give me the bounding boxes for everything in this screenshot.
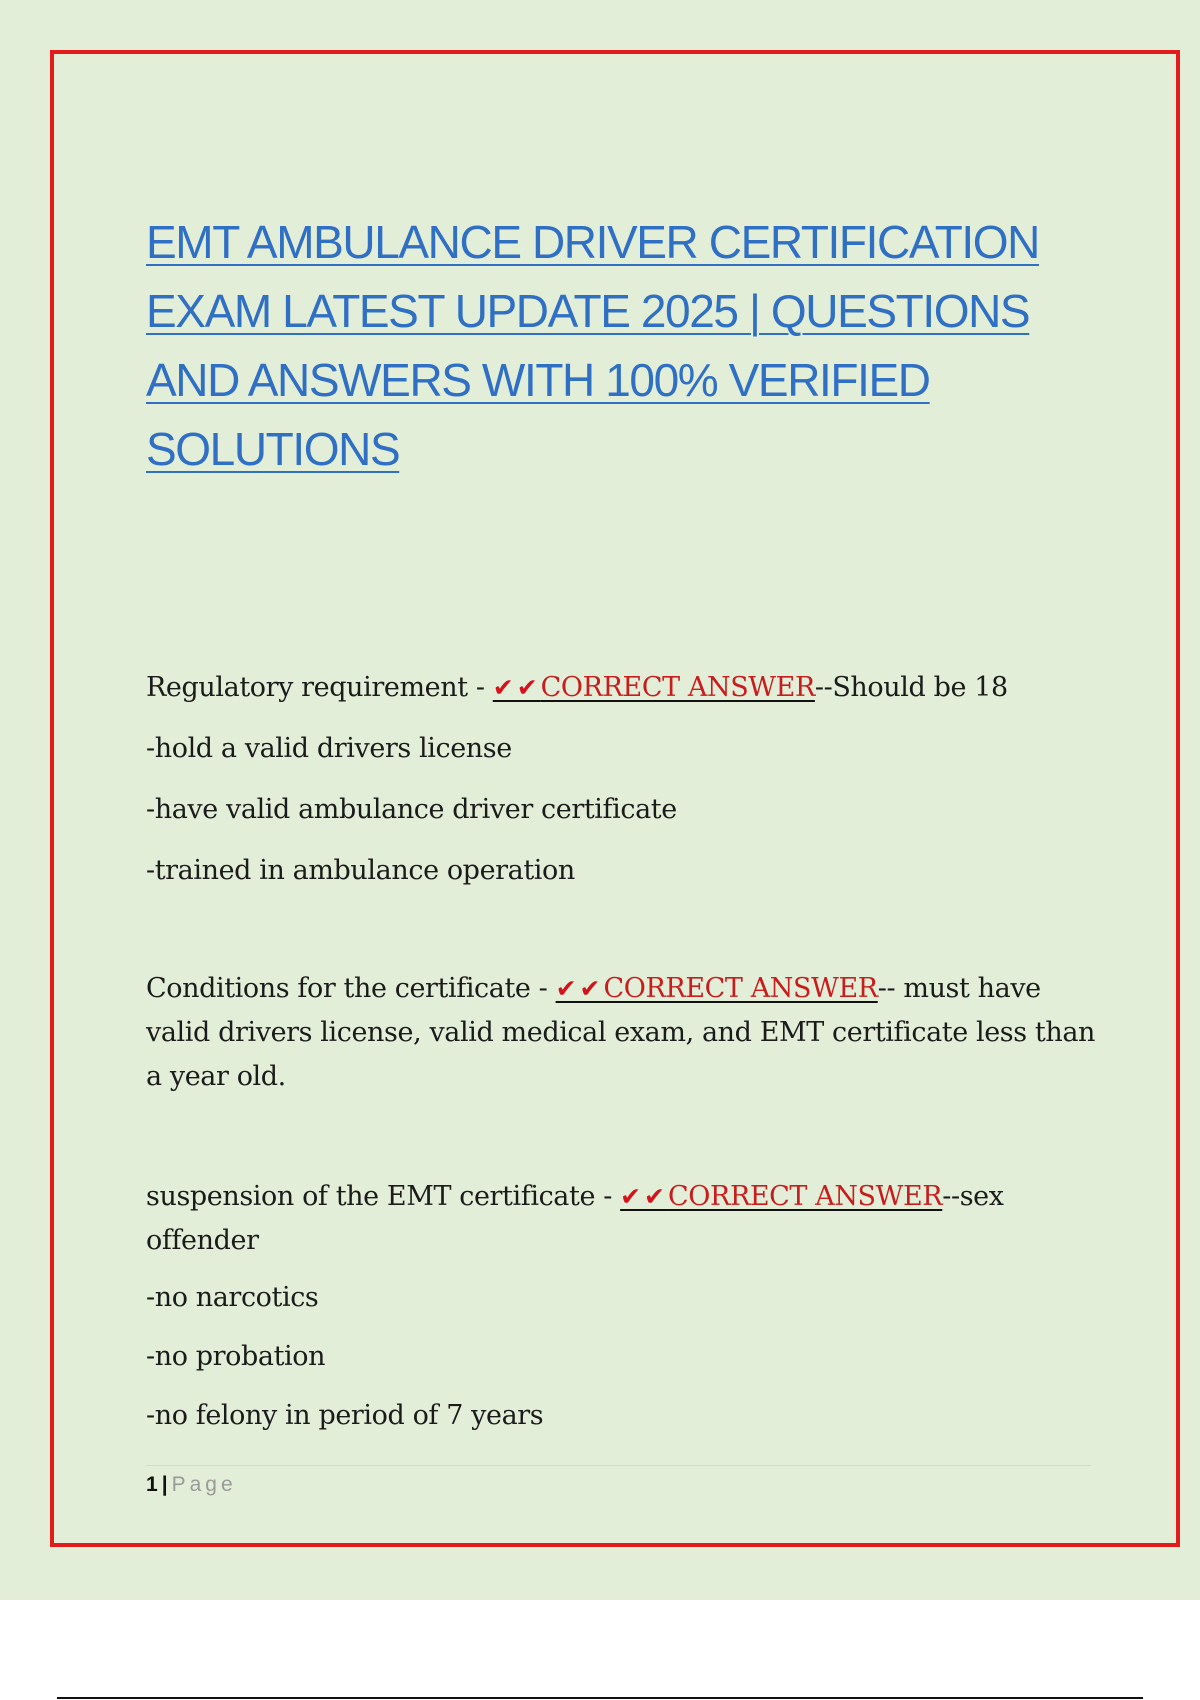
qa-item-suspension — [146, 1175, 1096, 1434]
check-mark-icon: ✔✔ — [620, 1182, 669, 1211]
answer-line: -no felony in period of 7 years — [146, 1400, 544, 1431]
footer-divider — [146, 1465, 1091, 1466]
next-page-divider — [57, 1697, 1143, 1699]
correct-answer-marker — [556, 973, 878, 1004]
qa-item-regulatory — [146, 670, 1096, 889]
correct-answer-label: CORRECT ANSWER — [540, 672, 815, 703]
page-label: Page — [171, 1473, 237, 1496]
answer-text: --Should be 18 — [814, 672, 1008, 703]
answer-line: -have valid ambulance driver certificate — [146, 794, 677, 825]
correct-answer-marker — [620, 1181, 942, 1212]
check-mark-icon: ✔✔ — [555, 974, 604, 1003]
correct-answer-label: CORRECT ANSWER — [603, 973, 878, 1004]
page-footer — [146, 1470, 237, 1500]
question-text: Conditions for the certificate - — [146, 973, 556, 1004]
answer-text: --sex offender — [146, 1181, 1004, 1256]
qa-question-line — [146, 670, 1096, 706]
footer-separator: | — [161, 1473, 168, 1496]
answer-line: -no probation — [146, 1341, 326, 1372]
question-text: suspension of the EMT certificate - — [146, 1181, 621, 1212]
document-title: EMT AMBULANCE DRIVER CERTIFICATION EXAM LATEST UPDATE 2025 | QUESTIONS AND ANSWERS WITH 100% VERIFIED SOLUTIONS — [146, 216, 1039, 475]
check-mark-icon: ✔✔ — [492, 673, 541, 702]
correct-answer-label: CORRECT ANSWER — [668, 1181, 943, 1212]
qa-item-conditions — [146, 967, 1096, 1099]
qa-question-line — [146, 967, 1096, 1099]
answer-line: -no narcotics — [146, 1282, 319, 1313]
answer-line: -trained in ambulance operation — [146, 855, 575, 886]
correct-answer-marker — [493, 672, 815, 703]
answer-text: -- must have valid drivers license, valid medical exam, and EMT certificate less than a year old. — [146, 973, 1096, 1092]
page-number: 1 — [146, 1473, 158, 1496]
qa-question-line — [146, 1175, 1096, 1263]
question-text: Regulatory requirement - — [146, 672, 493, 703]
answer-line: -hold a valid drivers license — [146, 733, 512, 764]
